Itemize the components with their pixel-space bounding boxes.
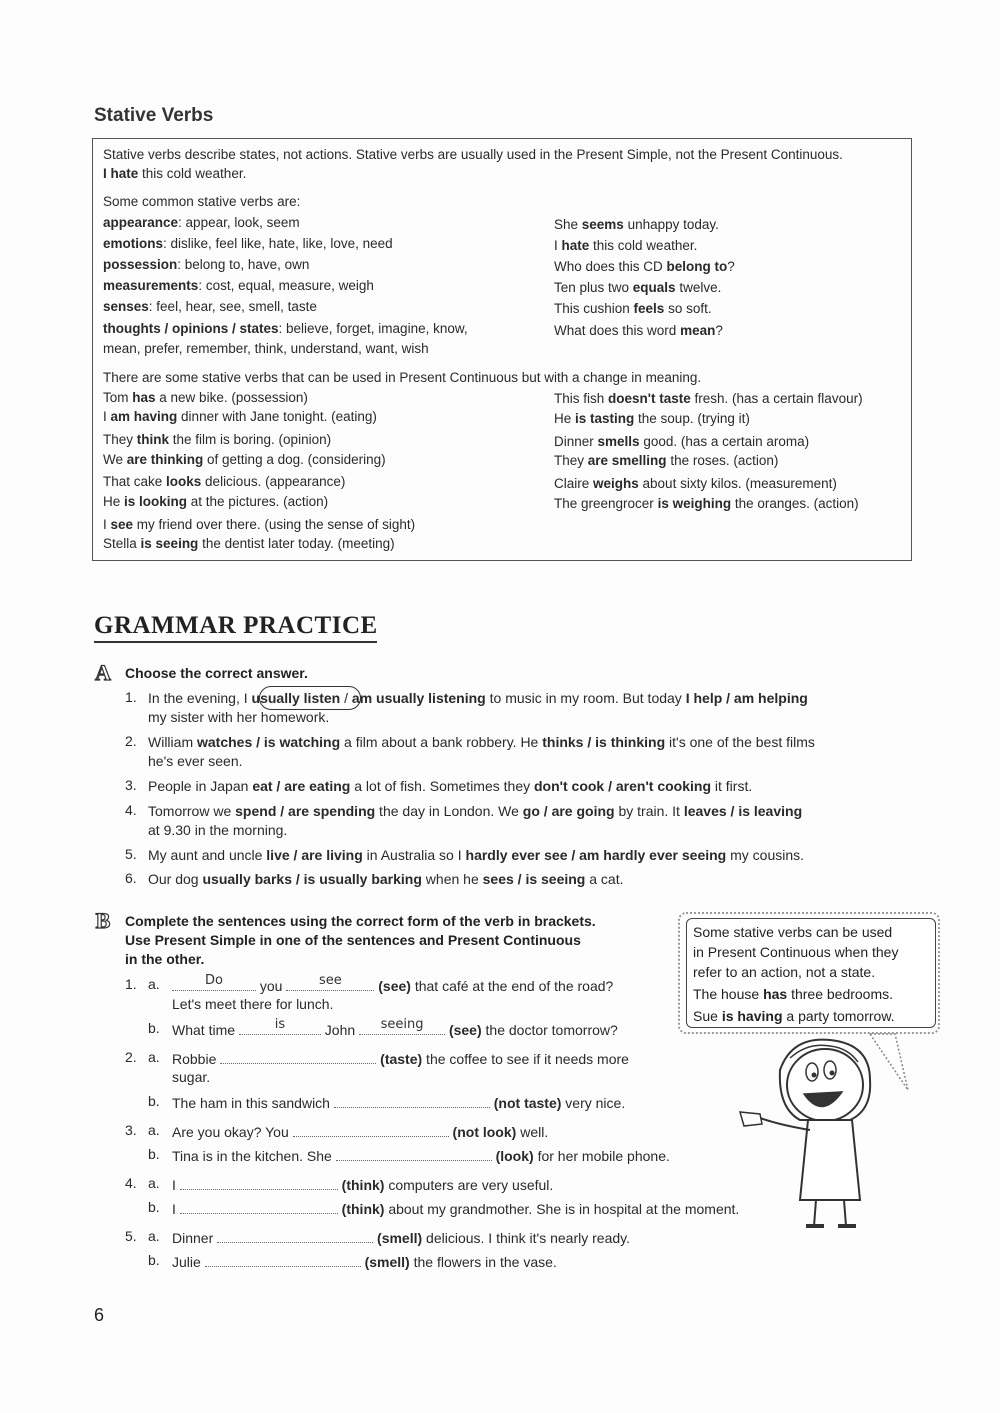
box-intro — [103, 145, 843, 166]
pair-pre: That cake — [103, 474, 167, 489]
pair-pre: Tom — [103, 390, 133, 405]
pair-post: the film is boring. (opinion) — [169, 432, 332, 447]
option-leaves-leaving[interactable]: leaves / is leaving — [683, 803, 803, 819]
verb-hint: (smell) — [377, 1230, 423, 1246]
category-verbs: : appear, look, seem — [178, 215, 300, 230]
ex-pre: This cushion — [554, 301, 634, 316]
pair-post: the oranges. (action) — [731, 496, 859, 511]
category-label: possession — [103, 257, 178, 272]
category-verbs: : dislike, feel like, hate, like, love, need — [163, 236, 393, 251]
grammar-practice-title: GRAMMAR PRACTICE — [94, 612, 378, 639]
text: a lot of fish. Sometimes they — [350, 778, 534, 794]
sub-letter: b. — [148, 1093, 160, 1109]
section-b-icon: B — [95, 908, 111, 933]
tip-bold: is having — [721, 1008, 783, 1024]
text: Robbie — [172, 1051, 221, 1067]
pair-post: the soup. (trying it) — [634, 411, 750, 426]
q5b — [172, 1252, 557, 1272]
verb-hint: (smell) — [364, 1254, 410, 1270]
q4b — [172, 1199, 739, 1219]
category-verbs: : belong to, have, own — [177, 257, 310, 272]
item-a3 — [148, 777, 752, 796]
item-a2 — [148, 733, 815, 752]
option-barks-barking[interactable]: usually barks / is usually barking — [202, 871, 422, 887]
option-thinks-thinking[interactable]: thinks / is thinking — [542, 734, 666, 750]
pair-example — [103, 430, 331, 451]
verb-hint: (look) — [495, 1148, 534, 1164]
tip-example — [693, 986, 893, 1002]
text: to music in my room. But today — [485, 690, 686, 706]
pair-pre: I — [103, 517, 111, 532]
text: computers are very useful. — [384, 1177, 554, 1193]
ex-pre: She — [554, 217, 582, 232]
category-example — [554, 321, 723, 342]
pair-post: the roses. (action) — [666, 453, 779, 468]
text: My aunt and uncle — [148, 847, 267, 863]
answer-blank[interactable] — [239, 1017, 321, 1035]
tip-line: Some stative verbs can be used — [693, 924, 893, 940]
text: you — [256, 978, 287, 994]
pair-bold: see — [110, 517, 134, 532]
item-number: 5. — [125, 1228, 137, 1244]
answer-blank[interactable] — [293, 1122, 449, 1137]
text: Our dog — [148, 871, 203, 887]
option-am-usually-listening[interactable]: am usually listening — [351, 690, 486, 706]
pair-post: about sixty kilos. (measurement) — [638, 476, 837, 491]
pair-post: delicious. (appearance) — [201, 474, 346, 489]
pair-post: a new bike. (possession) — [155, 390, 308, 405]
pair-example — [103, 492, 328, 513]
text: it's one of the best films — [665, 734, 815, 750]
verb-hint: (think) — [341, 1201, 385, 1217]
item-a1-line2: my sister with her homework. — [148, 709, 330, 725]
text: for her mobile phone. — [533, 1148, 670, 1164]
text: Julie — [172, 1254, 205, 1270]
pair-example — [103, 472, 345, 493]
change-intro: There are some stative verbs that can be used in Present Continuous but with a change in meaning. — [103, 370, 702, 385]
ex-post: twelve. — [675, 280, 722, 295]
sub-letter: a. — [148, 1122, 160, 1138]
option-usually-listen[interactable]: usually listen — [251, 690, 341, 706]
ex-pre: I — [554, 238, 562, 253]
section-title: Stative Verbs — [94, 105, 214, 126]
sub-letter: b. — [148, 1199, 160, 1215]
pair-pre: He — [554, 411, 576, 426]
item-number: 4. — [125, 1175, 137, 1191]
category-example — [554, 215, 719, 236]
ex-post: unhappy today. — [623, 217, 719, 232]
tip-example — [693, 1008, 895, 1024]
pair-example — [554, 494, 859, 515]
pair-bold: looks — [166, 474, 202, 489]
q1a-line2: Let's meet there for lunch. — [172, 996, 334, 1012]
text: People in Japan — [148, 778, 253, 794]
pair-example — [554, 389, 863, 410]
sub-letter: a. — [148, 1049, 160, 1065]
intro-text: Stative verbs describe states, not actions. Stative verbs are usually used in the Present Simple, not the Present Continuous. — [103, 147, 843, 162]
pair-example — [103, 534, 395, 555]
pair-bold: are smelling — [587, 453, 667, 468]
category-row — [103, 255, 309, 276]
answer-blank[interactable] — [336, 1146, 492, 1161]
ex-post: this cold weather. — [589, 238, 698, 253]
pair-bold: has — [132, 390, 156, 405]
answer-blank[interactable] — [205, 1252, 361, 1267]
category-label: appearance — [103, 215, 179, 230]
ex-bold: hate — [561, 238, 590, 253]
item-number: 2. — [125, 733, 137, 749]
legs-shape — [814, 1200, 846, 1226]
pair-bold: is seeing — [140, 536, 199, 551]
text: about my grandmother. She is in hospital at the moment. — [384, 1201, 740, 1217]
pair-pre: They — [103, 432, 137, 447]
sub-letter: a. — [148, 1228, 160, 1244]
text: well. — [516, 1124, 549, 1140]
text: What time — [172, 1022, 239, 1038]
pair-pre: He — [103, 494, 125, 509]
handwritten-answer: is — [274, 1017, 286, 1032]
sub-letter: b. — [148, 1020, 160, 1036]
option-eat-eating[interactable]: eat / are eating — [252, 778, 351, 794]
pair-bold: are thinking — [126, 452, 204, 467]
eye-left — [806, 1063, 818, 1081]
q2b — [172, 1093, 625, 1113]
pair-example — [554, 451, 778, 472]
item-a1 — [148, 689, 808, 708]
item-a6 — [148, 870, 624, 889]
text: a film about a bank robbery. He — [340, 734, 543, 750]
pair-example — [554, 432, 809, 453]
intro-example-rest: this cold weather. — [138, 166, 247, 181]
ex-bold: equals — [632, 280, 676, 295]
text: / — [340, 690, 352, 706]
text: Are you okay? You — [172, 1124, 293, 1140]
pair-bold: weighs — [593, 476, 639, 491]
category-example — [554, 257, 735, 278]
pair-pre: I — [103, 409, 111, 424]
pair-post: fresh. (has a certain flavour) — [690, 391, 863, 406]
text: Sue — [693, 1008, 722, 1024]
verb-hint: (see) — [448, 1022, 482, 1038]
section-a-instruction: Choose the correct answer. — [125, 665, 308, 681]
body-shape — [800, 1120, 860, 1200]
category-row — [103, 276, 374, 297]
item-number: 3. — [125, 1122, 137, 1138]
text: Tomorrow we — [148, 803, 236, 819]
item-number: 1. — [125, 689, 137, 705]
verb-hint: (not taste) — [493, 1095, 562, 1111]
pair-pre: We — [103, 452, 127, 467]
pair-post: dinner with Jane tonight. (eating) — [177, 409, 377, 424]
pointing-hand — [740, 1112, 762, 1126]
verb-hint: (see) — [378, 978, 411, 994]
option-watches-watching[interactable]: watches / is watching — [197, 734, 341, 750]
pair-bold: is looking — [124, 494, 188, 509]
category-example — [554, 278, 721, 299]
item-a2-line2: he's ever seen. — [148, 753, 243, 769]
sub-letter: b. — [148, 1146, 160, 1162]
text: by train. It — [614, 803, 684, 819]
pair-example — [103, 388, 308, 409]
stative-verbs-box — [92, 138, 912, 561]
text: I — [172, 1201, 180, 1217]
q3a — [172, 1122, 548, 1142]
pair-example — [554, 409, 750, 430]
category-verbs: : cost, equal, measure, weigh — [198, 278, 374, 293]
page-number: 6 — [94, 1305, 105, 1325]
pair-pre: The greengrocer — [554, 496, 658, 511]
section-b-instruction-1: Complete the sentences using the correct form of the verb in brackets. — [125, 913, 596, 929]
text: William — [148, 734, 197, 750]
ex-pre: What does this word — [554, 323, 681, 338]
category-verbs: : believe, forget, imagine, know, — [278, 321, 468, 336]
text: the flowers in the vase. — [409, 1254, 557, 1270]
item-number: 3. — [125, 777, 137, 793]
cartoon-girl-illustration — [730, 1030, 950, 1240]
q1b — [172, 1017, 618, 1040]
category-label: emotions — [103, 236, 164, 251]
option-sees-seeing[interactable]: sees / is seeing — [482, 871, 586, 887]
option-spend-spending[interactable]: spend / are spending — [235, 803, 376, 819]
category-label: measurements — [103, 278, 199, 293]
pupil-right — [830, 1071, 835, 1076]
tip-bold: has — [763, 986, 788, 1002]
answer-blank[interactable] — [172, 973, 256, 991]
text: that café at the end of the road? — [410, 978, 614, 994]
pair-post: the dentist later today. (meeting) — [198, 536, 395, 551]
item-number: 6. — [125, 870, 137, 886]
pair-post: of getting a dog. (considering) — [203, 452, 386, 467]
item-a5 — [148, 846, 804, 865]
item-number: 1. — [125, 976, 137, 992]
pair-pre: Dinner — [554, 434, 598, 449]
text: three bedrooms. — [787, 986, 894, 1002]
pair-bold: am having — [110, 409, 178, 424]
option-see-seeing[interactable]: hardly ever see / am hardly ever seeing — [465, 847, 727, 863]
answer-blank[interactable] — [286, 973, 374, 991]
option-help-helping[interactable]: I help / am helping — [685, 690, 808, 706]
item-number: 4. — [125, 802, 137, 818]
text: The ham in this sandwich — [172, 1095, 334, 1111]
answer-blank[interactable] — [334, 1093, 490, 1108]
section-a-icon: A — [95, 660, 111, 685]
ex-pre: Who does this CD — [554, 259, 667, 274]
text: a party tomorrow. — [782, 1008, 895, 1024]
q4a — [172, 1175, 553, 1195]
handwritten-answer: see — [318, 973, 342, 988]
text: John — [320, 1022, 360, 1038]
text: In the evening, I — [148, 690, 252, 706]
option-cook-cooking[interactable]: don't cook / aren't cooking — [534, 778, 712, 794]
bubble-tail — [870, 1034, 908, 1090]
text: my cousins. — [726, 847, 805, 863]
pair-pre: This fish — [554, 391, 609, 406]
face-shape — [787, 1049, 863, 1121]
eye-right — [824, 1061, 836, 1079]
category-row — [103, 319, 468, 340]
answer-blank[interactable] — [217, 1228, 373, 1243]
text: the day in London. We — [375, 803, 523, 819]
pair-pre: Stella — [103, 536, 141, 551]
ex-post: ? — [715, 323, 723, 338]
option-go-going[interactable]: go / are going — [522, 803, 615, 819]
category-label: thoughts / opinions / states — [103, 321, 279, 336]
answer-blank[interactable] — [180, 1175, 338, 1190]
handwritten-answer: seeing — [380, 1017, 424, 1032]
answer-blank[interactable] — [180, 1199, 338, 1214]
category-row — [103, 297, 317, 318]
item-a4-line2: at 9.30 in the morning. — [148, 822, 288, 838]
pair-bold: think — [136, 432, 170, 447]
tip-line: refer to an action, not a state. — [693, 964, 876, 980]
q5a — [172, 1228, 630, 1248]
answer-blank[interactable] — [359, 1017, 445, 1035]
text: delicious. I think it's nearly ready. — [422, 1230, 630, 1246]
category-row — [103, 234, 393, 255]
text: very nice. — [561, 1095, 626, 1111]
category-example — [554, 236, 697, 257]
intro-example-bold: I hate — [103, 166, 139, 181]
q1a — [172, 973, 614, 996]
ex-post: so soft. — [664, 301, 712, 316]
sub-letter: b. — [148, 1252, 160, 1268]
category-label: senses — [103, 299, 149, 314]
q3b — [172, 1146, 670, 1166]
section-b-instruction-3: in the other. — [125, 951, 205, 967]
ex-bold: belong to — [666, 259, 728, 274]
text: Tina is in the kitchen. She — [172, 1148, 336, 1164]
tip-line: in Present Continuous when they — [693, 944, 899, 960]
q2a-line2: sugar. — [172, 1069, 211, 1085]
pair-example — [103, 407, 377, 428]
ex-bold: seems — [581, 217, 624, 232]
option-live-living[interactable]: live / are living — [266, 847, 363, 863]
pair-bold: is weighing — [657, 496, 732, 511]
sub-letter: a. — [148, 976, 160, 992]
item-a4 — [148, 802, 802, 821]
pair-pre: Claire — [554, 476, 594, 491]
section-b-instruction-2: Use Present Simple in one of the sentences and Present Continuous — [125, 932, 581, 948]
text: when he — [421, 871, 483, 887]
pair-example — [103, 515, 415, 536]
title-underline — [94, 641, 377, 643]
item-number: 2. — [125, 1049, 137, 1065]
common-intro: Some common stative verbs are: — [103, 194, 301, 209]
ex-post: ? — [727, 259, 735, 274]
text: in Australia so I — [362, 847, 466, 863]
text: The house — [693, 986, 764, 1002]
thoughts-continued: mean, prefer, remember, think, understand, want, wish — [103, 341, 429, 356]
handwritten-answer: Do — [205, 973, 223, 988]
text: the coffee to see if it needs more — [422, 1051, 629, 1067]
pair-post: at the pictures. (action) — [187, 494, 329, 509]
text: it first. — [711, 778, 753, 794]
item-number: 5. — [125, 846, 137, 862]
pair-pre: They — [554, 453, 588, 468]
ex-pre: Ten plus two — [554, 280, 633, 295]
verb-hint: (not look) — [452, 1124, 517, 1140]
answer-blank[interactable] — [220, 1049, 376, 1064]
text: Dinner — [172, 1230, 218, 1246]
pair-bold: doesn't taste — [608, 391, 691, 406]
pair-example — [554, 474, 837, 495]
text: a cat. — [585, 871, 624, 887]
verb-hint: (think) — [341, 1177, 385, 1193]
pair-post: good. (has a certain aroma) — [639, 434, 810, 449]
pair-example — [103, 450, 386, 471]
category-verbs: : feel, hear, see, smell, taste — [148, 299, 317, 314]
verb-hint: (taste) — [380, 1051, 423, 1067]
q2a — [172, 1049, 629, 1069]
category-row — [103, 213, 300, 234]
pupil-left — [812, 1073, 817, 1078]
pair-bold: smells — [597, 434, 640, 449]
sub-letter: a. — [148, 1175, 160, 1191]
category-example — [554, 299, 712, 320]
pair-bold: is tasting — [575, 411, 635, 426]
ex-bold: feels — [633, 301, 665, 316]
text: the doctor tomorrow? — [481, 1022, 618, 1038]
pair-post: my friend over there. (using the sense of sight) — [133, 517, 416, 532]
text: I — [172, 1177, 180, 1193]
ex-bold: mean — [680, 323, 716, 338]
box-intro-example — [103, 164, 246, 185]
